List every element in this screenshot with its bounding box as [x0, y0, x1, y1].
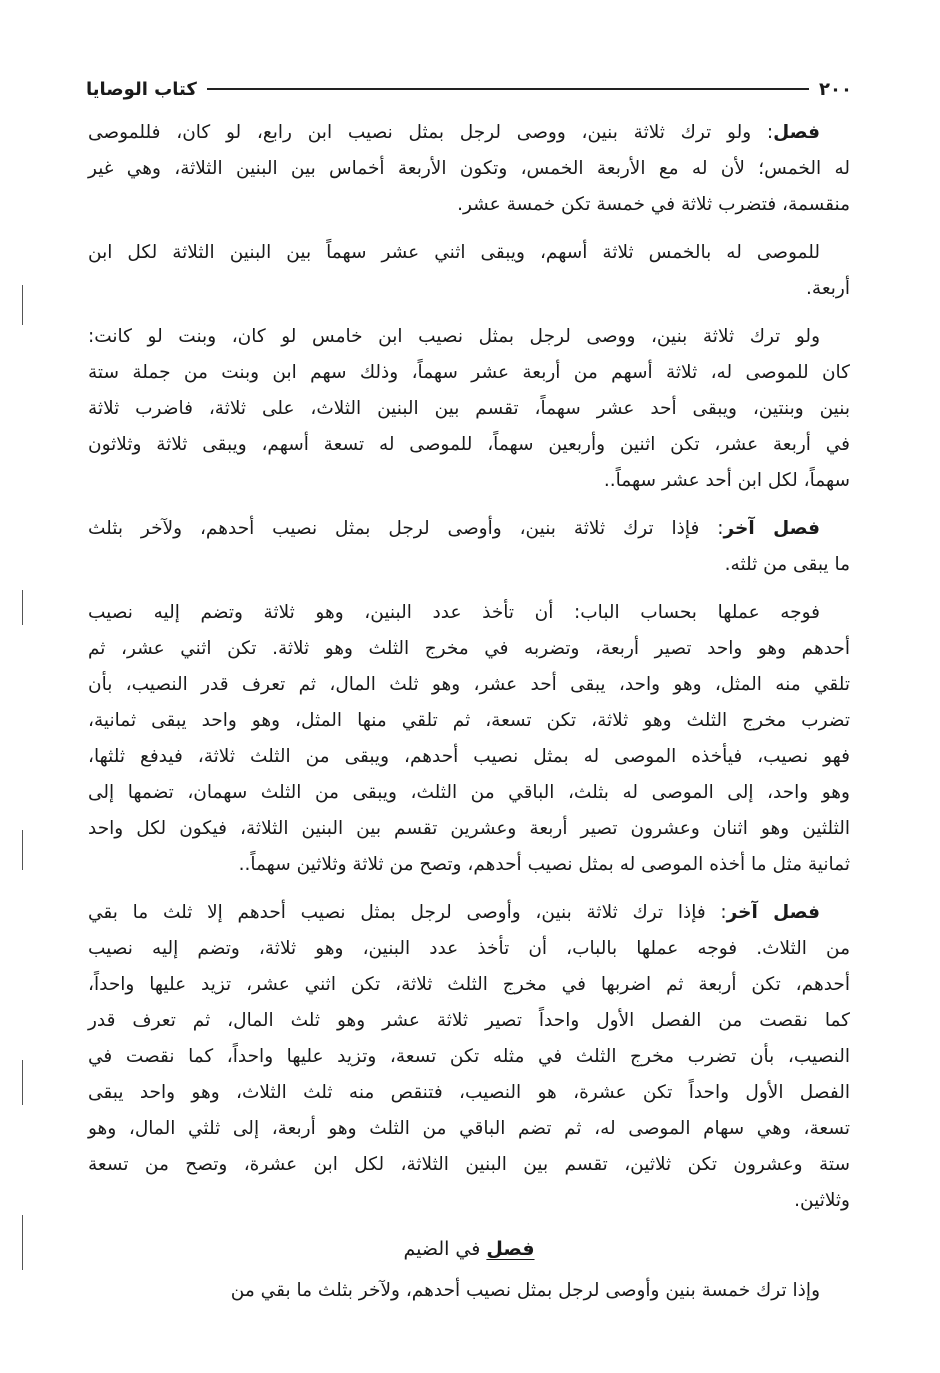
line-text: كما نقصت من الفصل الأول واحداً تصير ثلاثة عشر وهو ثلث المال، ثم تعرف قدر	[88, 1010, 850, 1031]
text-line	[88, 1273, 850, 1309]
scan-margin-mark	[22, 590, 23, 625]
page-number: ٢٠٠	[819, 78, 852, 100]
section-heading-text: في الضيم	[403, 1238, 487, 1260]
paragraph	[88, 895, 850, 1219]
text-line	[88, 235, 850, 271]
paragraph	[88, 511, 850, 583]
paragraph	[88, 595, 850, 883]
line-text: ستة وعشرون تكن ثلاثين، تقسم بين البنين الثلاثة، لكل ابن عشرة، وتصح من تسعة	[88, 1154, 850, 1175]
line-text: ولو ترك ثلاثة بنين، ووصى لرجل بمثل نصيب ابن خامس لو كان، وبنت لو كانت:	[88, 326, 820, 347]
text-line	[88, 895, 850, 931]
text-line	[88, 271, 850, 307]
paragraph	[88, 115, 850, 223]
scan-margin-mark	[22, 285, 23, 325]
text-line	[88, 151, 850, 187]
text-line	[88, 511, 850, 547]
text-line	[88, 463, 850, 499]
section-label: فصل آخر	[723, 518, 820, 539]
line-text: ما يبقى من ثلثه.	[724, 554, 850, 575]
text-line	[88, 547, 850, 583]
line-text: فوجه عملها بحساب الباب: أن تأخذ عدد البنين، وهو ثلاثة وتضم إليه نصيب	[88, 602, 820, 623]
text-line	[88, 667, 850, 703]
line-text: النصيب، بأن تضرب مخرج الثلث في مثله تكن تسعة، وتزيد عليها واحداً، كما نقصت في	[88, 1046, 850, 1067]
line-text: أربعة.	[806, 278, 850, 299]
text-line	[88, 1147, 850, 1183]
book-title: كتاب الوصايا	[86, 78, 197, 100]
text-line	[88, 775, 850, 811]
paragraph	[88, 319, 850, 499]
line-text: : ولو ترك ثلاثة بنين، ووصى لرجل بمثل نصيب ابن رابع، لو كان، فللموصى	[88, 122, 774, 143]
text-line	[88, 1183, 850, 1219]
text-line	[88, 391, 850, 427]
line-text: من الثلاث. فوجه عملها بالباب، أن تأخذ عدد البنين، وهو ثلاثة، وتضم إليه نصيب	[88, 938, 850, 959]
text-line	[88, 811, 850, 847]
line-text: كان للموصى له، ثلاثة أسهم من أربعة عشر سهماً، وذلك سهم ابن وبنت من جملة ستة	[88, 362, 850, 383]
line-text: أحدهم، تكن أربعة ثم اضربها في مخرج الثلث ثلاثة، تكن اثني عشر، تزيد عليها واحداً،	[88, 974, 850, 995]
text-line	[88, 595, 850, 631]
line-text: بنين وبنتين، ويبقى أحد عشر سهماً، تقسم بين البنين الثلاث، على ثلاثة، فاضرب ثلاثة	[88, 398, 850, 419]
line-text: في أربعة عشر، تكن اثنين وأربعين سهماً، للموصى له تسعة أسهم، ويبقى ثلاثة وثلاثون	[88, 434, 850, 455]
line-text: الثلثين وهو اثنان وعشرون تصير أربعة وعشرين تقسم بين البنين الثلاثة، فيكون لكل واحد	[88, 818, 850, 839]
line-text: فهو نصيب، فيأخذه الموصى له بمثل نصيب أحدهم، ويبقى من الثلث ثلاثة، فيدفع ثلثها،	[88, 746, 850, 767]
scan-margin-mark	[22, 1060, 23, 1105]
text-line	[88, 703, 850, 739]
paragraphs	[88, 115, 850, 1219]
line-text: تضرب مخرج الثلث وهو ثلاثة، تكن تسعة، ثم تلقي منها المثل، وهو واحد يبقى ثمانية،	[88, 710, 850, 731]
line-text: منقسمة، فتضرب ثلاثة في خمسة تكن خمسة عشر.	[457, 194, 850, 215]
scan-margin-mark	[22, 830, 23, 870]
scan-margin-mark	[22, 1215, 23, 1270]
section-label: فصل آخر	[726, 902, 821, 923]
line-text: للموصى له بالخمس ثلاثة أسهم، ويبقى اثني عشر سهماً بين البنين الثلاثة لكل ابن	[88, 242, 820, 263]
text-line	[88, 967, 850, 1003]
body-text	[88, 115, 850, 1321]
text-line	[88, 355, 850, 391]
line-text: وثلاثين.	[794, 1190, 850, 1211]
text-line	[88, 1039, 850, 1075]
section-label: فصل	[773, 122, 820, 143]
line-text: ثمانية مثل ما أخذه الموصى له بمثل نصيب أحدهم، وتصح من ثلاثة وثلاثين سهماً..	[238, 854, 850, 875]
line-text: تسعة، وهي سهام الموصى له، ثم تضم الباقي من الثلث وهو أربعة، إلى ثلثي المال، وهو	[88, 1118, 850, 1139]
final-paragraph-container	[88, 1273, 850, 1309]
section-heading-lead: فصل	[486, 1238, 535, 1260]
text-line	[88, 931, 850, 967]
line-text: تلقي منه المثل، وهو واحد، يبقى أحد عشر، وهو ثلث المال، ثم تعرف قدر النصيب، بأن	[88, 674, 850, 695]
text-line	[88, 631, 850, 667]
line-text: له الخمس؛ لأن له مع الأربعة الخمس، وتكون الأربعة أخماس بين البنين الثلاثة، وهي غير	[88, 158, 850, 179]
line-text: : فإذا ترك ثلاثة بنين، وأوصى لرجل بمثل نصيب أحدهم، ولآخر بثلث	[88, 518, 724, 539]
text-line	[88, 427, 850, 463]
text-line	[88, 187, 850, 223]
text-line	[88, 1003, 850, 1039]
text-line	[88, 319, 850, 355]
text-line	[88, 739, 850, 775]
line-text: سهماً، لكل ابن أحد عشر سهماً..	[603, 470, 850, 491]
text-line	[88, 115, 850, 151]
final-paragraph	[88, 1273, 850, 1309]
text-line	[88, 1111, 850, 1147]
line-text: الفصل الأول واحداً تكن عشرة، هو النصيب، فتنقص منه ثلث الثلاث، وهو واحد يبقى	[88, 1082, 850, 1103]
line-text: وإذا ترك خمسة بنين وأوصى لرجل بمثل نصيب أحدهم، ولآخر بثلث ما بقي من	[230, 1280, 820, 1301]
line-text: أحدهم وهو واحد تصير أربعة، وتضربه في مخرج الثلث وهو ثلاثة. تكن اثني عشر، ثم	[88, 638, 850, 659]
line-text: : فإذا ترك ثلاثة بنين، وأوصى لرجل بمثل نصيب أحدهم إلا ثلث ما بقي	[88, 902, 727, 923]
section-heading	[88, 1231, 850, 1267]
running-header	[86, 74, 852, 104]
header-rule	[207, 88, 809, 90]
text-line	[88, 847, 850, 883]
line-text: وهو واحد، إلى الموصى له بثلث، الباقي من الثلث، ويبقى من الثلث سهمان، تضمها إلى	[88, 782, 850, 803]
paragraph	[88, 235, 850, 307]
text-line	[88, 1075, 850, 1111]
